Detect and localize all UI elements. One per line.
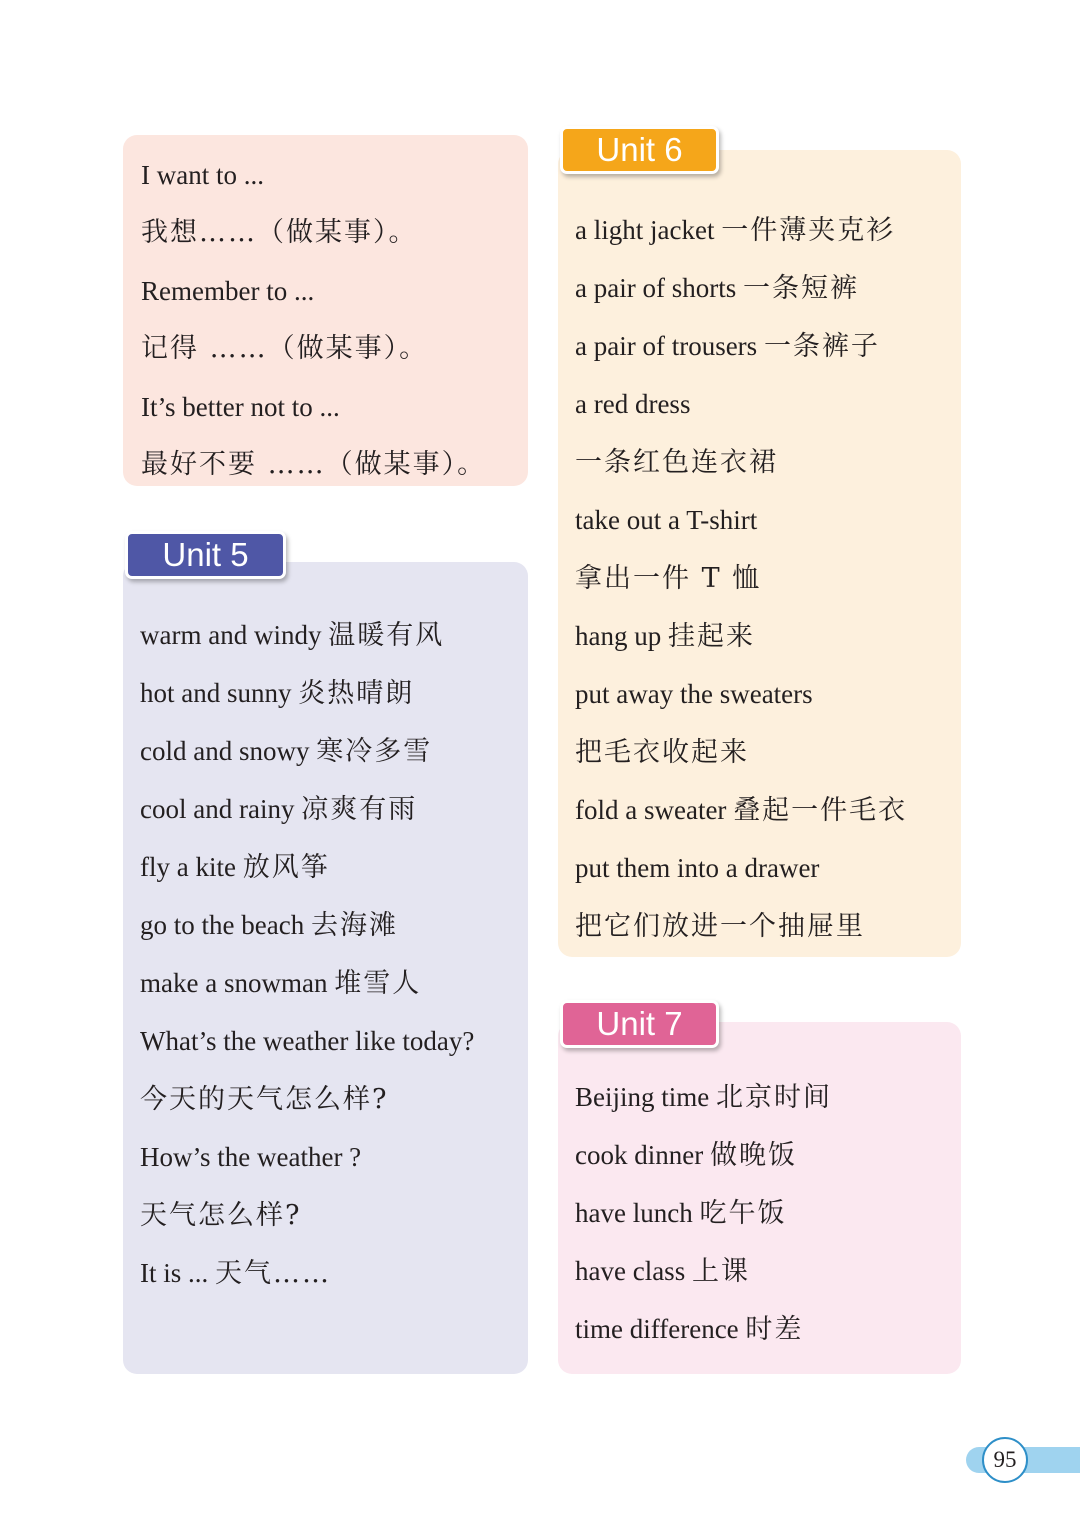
vocab-line [558,375,961,433]
vocab-zh: 挂起来 [667,621,755,652]
vocab-line [123,838,528,896]
vocab-line [123,1186,528,1244]
vocab-line [123,954,528,1012]
vocab-line [558,1300,961,1358]
vocab-line [558,1242,961,1300]
vocab-zh: 一件薄夹克衫 [721,215,896,246]
unit-7-tab: Unit 7 [560,1000,719,1048]
vocab-en: cook dinner [575,1140,704,1170]
vocab-zh: 放风筝 [242,852,330,883]
unit-5-tab: Unit 5 [125,531,286,579]
vocab-en: a pair of trousers [575,331,758,361]
vocab-line [558,549,961,607]
vocab-zh: 天气…… [215,1258,332,1289]
vocab-line [558,723,961,781]
vocab-zh: 天气怎么样? [140,1200,302,1231]
vocab-en: What’s the weather like today? [140,1026,475,1056]
vocab-line [558,1126,961,1184]
vocab-line [123,1128,528,1186]
vocab-en: a light jacket [575,215,715,245]
vocab-en: a pair of shorts [575,273,737,303]
vocab-en: Beijing time [575,1082,710,1112]
vocab-en: go to the beach [140,910,305,940]
vocab-line [558,433,961,491]
vocab-en: make a snowman [140,968,328,998]
phrase-line: 记得 ……（做某事）。 [141,333,429,364]
vocab-en: take out a T-shirt [575,505,758,535]
vocab-zh: 做晚饭 [709,1140,797,1171]
vocab-zh: 一条红色连衣裙 [575,447,778,478]
vocab-line [558,607,961,665]
vocab-en: It is ... [140,1258,209,1288]
vocab-line [558,781,961,839]
page-number: 95 [982,1437,1028,1483]
unit-5-box [123,562,528,1374]
vocab-line [123,664,528,722]
vocab-en: have lunch [575,1198,693,1228]
vocab-line [123,606,528,664]
vocab-en: cold and snowy [140,736,310,766]
vocab-zh: 凉爽有雨 [301,794,418,825]
vocab-en: have class [575,1256,686,1286]
vocab-line [558,491,961,549]
vocab-line [123,722,528,780]
vocab-zh: 叠起一件毛衣 [733,795,908,826]
vocab-line [558,201,961,259]
phrase-line: 我想……（做某事）。 [141,217,418,248]
vocab-zh: 把毛衣收起来 [575,737,749,768]
vocab-en: time difference [575,1314,739,1344]
vocab-en: fold a sweater [575,795,727,825]
vocab-en: fly a kite [140,852,236,882]
phrase-line: Remember to ... [141,276,315,306]
vocab-zh: 去海滩 [310,910,398,941]
vocab-line [558,1184,961,1242]
phrase-line: 最好不要 ……（做某事）。 [141,449,487,480]
vocab-line [558,839,961,897]
vocab-zh: 温暖有风 [328,620,445,651]
phrases-box [123,135,528,486]
vocab-line [558,259,961,317]
vocab-en: a red dress [575,389,691,419]
vocab-en: hot and sunny [140,678,292,708]
vocab-zh: 吃午饭 [699,1198,787,1229]
vocab-en: warm and windy [140,620,322,650]
vocab-en: How’s the weather ? [140,1142,362,1172]
vocab-zh: 拿出一件 T 恤 [575,563,762,594]
vocab-line [558,1068,961,1126]
vocab-zh: 一条裤子 [763,331,880,362]
vocab-en: hang up [575,621,662,651]
vocab-zh: 堆雪人 [334,968,422,999]
vocab-zh: 北京时间 [716,1082,832,1113]
phrase-line: It’s better not to ... [141,392,340,422]
vocab-line [558,665,961,723]
unit-6-box [558,150,961,957]
vocab-zh: 炎热晴朗 [298,678,415,709]
vocab-zh: 上课 [691,1256,750,1287]
vocab-line [558,897,961,955]
vocab-line [123,1244,528,1302]
vocab-line [123,1012,528,1070]
vocab-line [123,896,528,954]
vocab-zh: 寒冷多雪 [316,736,433,767]
vocab-en: cool and rainy [140,794,295,824]
vocab-line [558,317,961,375]
vocab-zh: 今天的天气怎么样? [140,1084,389,1115]
vocab-zh: 时差 [745,1314,804,1345]
vocab-line [123,780,528,838]
unit-7-box [558,1022,961,1374]
vocab-zh: 把它们放进一个抽屉里 [575,911,865,942]
vocab-line [123,1070,528,1128]
unit-6-tab: Unit 6 [560,126,719,174]
vocab-en: put away the sweaters [575,679,813,709]
vocab-en: put them into a drawer [575,853,820,883]
vocab-zh: 一条短裤 [742,273,859,304]
phrase-line: I want to ... [141,160,264,190]
